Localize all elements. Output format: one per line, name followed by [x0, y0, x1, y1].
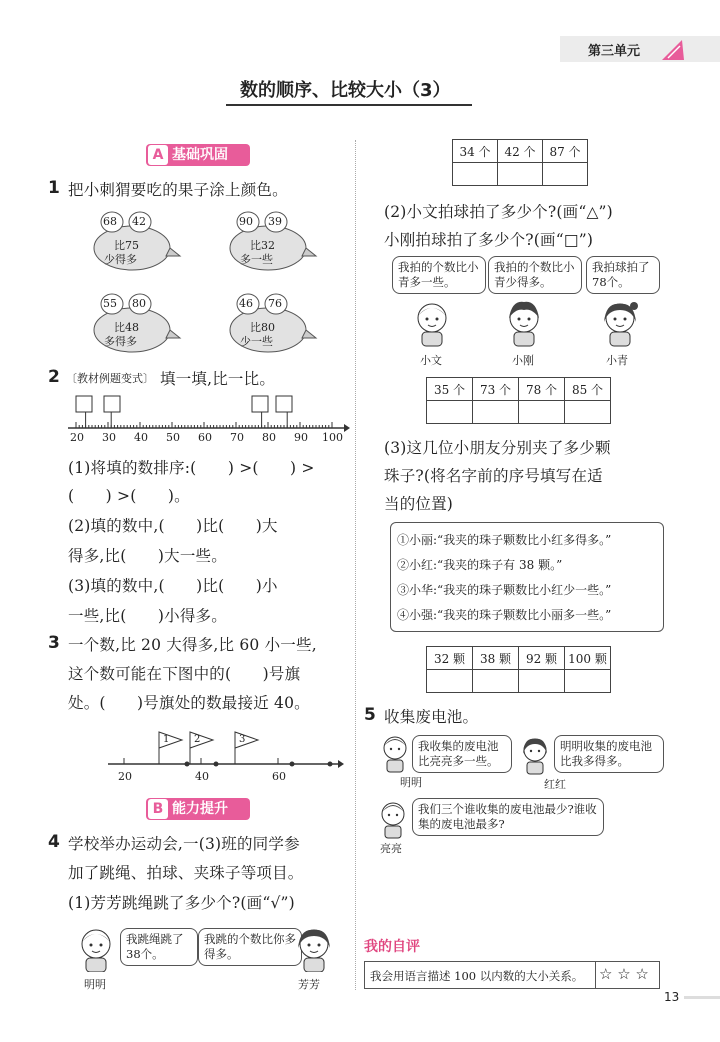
option-cell: 32 颗	[427, 647, 473, 670]
speech-bubble	[392, 256, 486, 294]
answer-table-3	[426, 646, 611, 693]
boy-avatar	[502, 300, 546, 348]
kid-name: 明明	[400, 776, 422, 789]
speech-bubble	[120, 928, 198, 966]
option-cell: 92 颗	[519, 647, 565, 670]
option-cell: 42 个	[498, 140, 543, 163]
hedgehog-text: 少一些	[240, 335, 273, 348]
statement: ④小强:“我夹的珠子颗数比小丽多一些。”	[397, 608, 612, 622]
section-a-label: 基础巩固	[172, 147, 228, 163]
q2-number: 2	[48, 367, 60, 387]
flag-label: 1	[163, 734, 170, 745]
hedgehog-text: 多得多	[104, 335, 137, 348]
q1-text: 把小刺猬要吃的果子涂上颜色。	[68, 181, 288, 199]
speech-bubble	[586, 256, 660, 294]
answer-box[interactable]	[252, 396, 268, 412]
fruit-label: 80	[132, 297, 146, 310]
kid-name: 红红	[544, 778, 566, 791]
q2-line-4[interactable]: 得多,比( )大一些。	[68, 547, 227, 565]
statement: ①小丽:“我夹的珠子颗数比小红多得多。”	[397, 533, 612, 547]
fruit-label: 42	[132, 215, 146, 228]
kid-name: 小青	[606, 354, 628, 367]
q4-line-1: 学校举办运动会,一(3)班的同学参	[68, 835, 300, 853]
q3-line-2[interactable]: 这个数可能在下图中的( )号旗	[68, 665, 301, 683]
tick-label: 60	[198, 431, 212, 444]
self-eval-title: 我的自评	[364, 939, 420, 955]
kid-name: 亮亮	[380, 842, 402, 855]
fruit-label: 39	[268, 215, 282, 228]
page-title: 数的顺序、比较大小（3）	[240, 80, 451, 101]
flag-label: 2	[194, 734, 201, 745]
girl-avatar	[292, 926, 336, 972]
q3-line-1: 一个数,比 20 大得多,比 60 小一些,	[68, 636, 317, 654]
flag-label: 3	[239, 734, 246, 745]
bubble-text: 我收集的废电池比亮亮多一些。	[418, 739, 499, 768]
option-cell: 87 个	[543, 140, 588, 163]
hedgehog-4[interactable]	[228, 288, 318, 354]
bubble-text: 我拍的个数比小青少得多。	[494, 260, 575, 289]
boy-avatar	[74, 926, 118, 972]
speech-bubble	[412, 798, 604, 836]
section-a-badge	[146, 144, 250, 166]
option-cell: 35 个	[427, 378, 473, 401]
boy-avatar	[410, 300, 454, 348]
speech-bubble	[488, 256, 582, 294]
bubble-text: 我跳绳跳了38个。	[126, 932, 184, 961]
option-cell: 78 个	[519, 378, 565, 401]
q5-text: 收集废电池。	[384, 708, 479, 726]
self-eval-box	[364, 961, 660, 989]
bubble-text: 我跳的个数比你多得多。	[204, 932, 296, 961]
hedgehog-3[interactable]	[92, 288, 182, 354]
self-eval-text: 我会用语言描述 100 以内数的大小关系。	[370, 969, 584, 983]
hedgehog-text: 比48	[114, 321, 139, 334]
bubble-text: 我拍的个数比小青多一些。	[398, 260, 479, 289]
q2-tag: 〔教材例题变式〕	[66, 372, 154, 385]
statement: ②小红:“我夹的珠子有 38 颗。”	[397, 558, 563, 572]
q2-line-5[interactable]: (3)填的数中,( )比( )小	[68, 577, 278, 595]
fruit-label: 90	[239, 215, 253, 228]
column-divider	[355, 140, 356, 990]
girl-avatar	[518, 736, 552, 776]
kid-name: 明明	[84, 978, 106, 991]
section-a-letter: A	[148, 145, 168, 165]
tick-label: 80	[262, 431, 276, 444]
fruit-label: 46	[239, 297, 253, 310]
q2-line-3[interactable]: (2)填的数中,( )比( )大	[68, 517, 278, 535]
hedgehog-text: 多一些	[240, 253, 273, 266]
q4-part2-line-1: (2)小文拍球拍了多少个?(画“△”)	[384, 203, 613, 221]
answer-table-2	[426, 377, 611, 424]
answer-table-1	[452, 139, 588, 186]
section-b-letter: B	[148, 799, 168, 819]
tick-label: 40	[195, 770, 209, 783]
q1-number: 1	[48, 178, 60, 198]
q4-number: 4	[48, 832, 60, 852]
option-cell: 73 个	[473, 378, 519, 401]
kid-name: 小文	[420, 354, 442, 367]
tick-label: 70	[230, 431, 244, 444]
answer-box[interactable]	[76, 396, 92, 412]
answer-cell[interactable]	[498, 163, 543, 186]
tick-label: 100	[322, 431, 343, 444]
kid-name: 芳芳	[298, 978, 320, 991]
q4-part3-line-1: (3)这几位小朋友分别夹了多少颗	[384, 439, 611, 457]
girl-avatar	[598, 300, 642, 348]
answer-cell[interactable]	[565, 401, 611, 424]
tick-label: 30	[102, 431, 116, 444]
unit-label: 第三单元	[588, 44, 641, 59]
fruit-label: 68	[103, 215, 117, 228]
q2-text: 填一填,比一比。	[160, 370, 276, 388]
kid-name: 小刚	[512, 354, 534, 367]
hedgehog-text: 比75	[114, 239, 139, 252]
fruit-label: 76	[268, 297, 282, 310]
divider	[595, 962, 596, 988]
tick-label: 50	[166, 431, 180, 444]
answer-cell[interactable]	[473, 670, 519, 693]
section-b-badge	[146, 798, 250, 820]
q5-number: 5	[364, 705, 376, 725]
bubble-text: 我们三个谁收集的废电池最少?谁收集的废电池最多?	[418, 802, 597, 831]
bubble-text: 我拍球拍了78个。	[592, 260, 650, 289]
boy-avatar	[378, 734, 412, 774]
tick-label: 40	[134, 431, 148, 444]
answer-cell[interactable]	[453, 163, 498, 186]
answer-box[interactable]	[104, 396, 120, 412]
q2-line-1[interactable]: (1)将填的数排序:( ) >( ) >	[68, 459, 315, 477]
answer-cell[interactable]	[427, 401, 473, 424]
flag-number-line	[104, 724, 344, 774]
hedgehog-1[interactable]	[92, 206, 182, 272]
q4-part3-line-3: 当的位置)	[384, 495, 454, 513]
bubble-text: 明明收集的废电池比我多得多。	[560, 739, 652, 768]
fruit-label: 55	[103, 297, 117, 310]
statement: ③小华:“我夹的珠子颗数比小红少一些。”	[397, 583, 612, 597]
speech-bubble	[412, 735, 512, 773]
q3-number: 3	[48, 633, 60, 653]
statements-box	[390, 522, 664, 632]
hedgehog-text: 比32	[250, 239, 275, 252]
q4-line-2: 加了跳绳、拍球、夹珠子等项目。	[68, 864, 304, 882]
footer-bar	[684, 996, 720, 999]
tick-label: 90	[294, 431, 308, 444]
hedgehog-2[interactable]	[228, 206, 318, 272]
option-cell: 100 颗	[565, 647, 611, 670]
q3-line-3[interactable]: 处。( )号旗处的数最接近 40。	[68, 694, 310, 712]
q4-line-3: (1)芳芳跳绳跳了多少个?(画“√”)	[68, 894, 295, 912]
answer-cell[interactable]	[565, 670, 611, 693]
q2-line-6[interactable]: 一些,比( )小得多。	[68, 607, 227, 625]
hedgehog-text: 比80	[250, 321, 275, 334]
q2-line-2[interactable]: ( ) >( )。	[68, 487, 190, 505]
section-b-label: 能力提升	[172, 801, 228, 817]
q4-part2-line-2: 小刚拍球拍了多少个?(画“□”)	[384, 231, 594, 249]
answer-cell[interactable]	[519, 401, 565, 424]
tick-label: 60	[272, 770, 286, 783]
answer-cell[interactable]	[519, 670, 565, 693]
tick-label: 20	[70, 431, 84, 444]
option-cell: 85 个	[565, 378, 611, 401]
answer-cell[interactable]	[473, 401, 519, 424]
speech-bubble	[198, 928, 302, 966]
page-number: 13	[664, 990, 680, 1004]
answer-cell[interactable]	[543, 163, 588, 186]
hedgehog-text: 少得多	[104, 253, 137, 266]
option-cell: 34 个	[453, 140, 498, 163]
boy-avatar	[376, 800, 410, 840]
answer-cell[interactable]	[427, 670, 473, 693]
rating-stars[interactable]: ☆ ☆ ☆	[599, 965, 649, 983]
speech-bubble	[554, 735, 664, 773]
tick-label: 20	[118, 770, 132, 783]
q4-part3-line-2: 珠子?(将名字前的序号填写在适	[384, 467, 603, 485]
answer-box[interactable]	[276, 396, 292, 412]
option-cell: 38 颗	[473, 647, 519, 670]
pencil-ruler-icon	[660, 36, 686, 62]
